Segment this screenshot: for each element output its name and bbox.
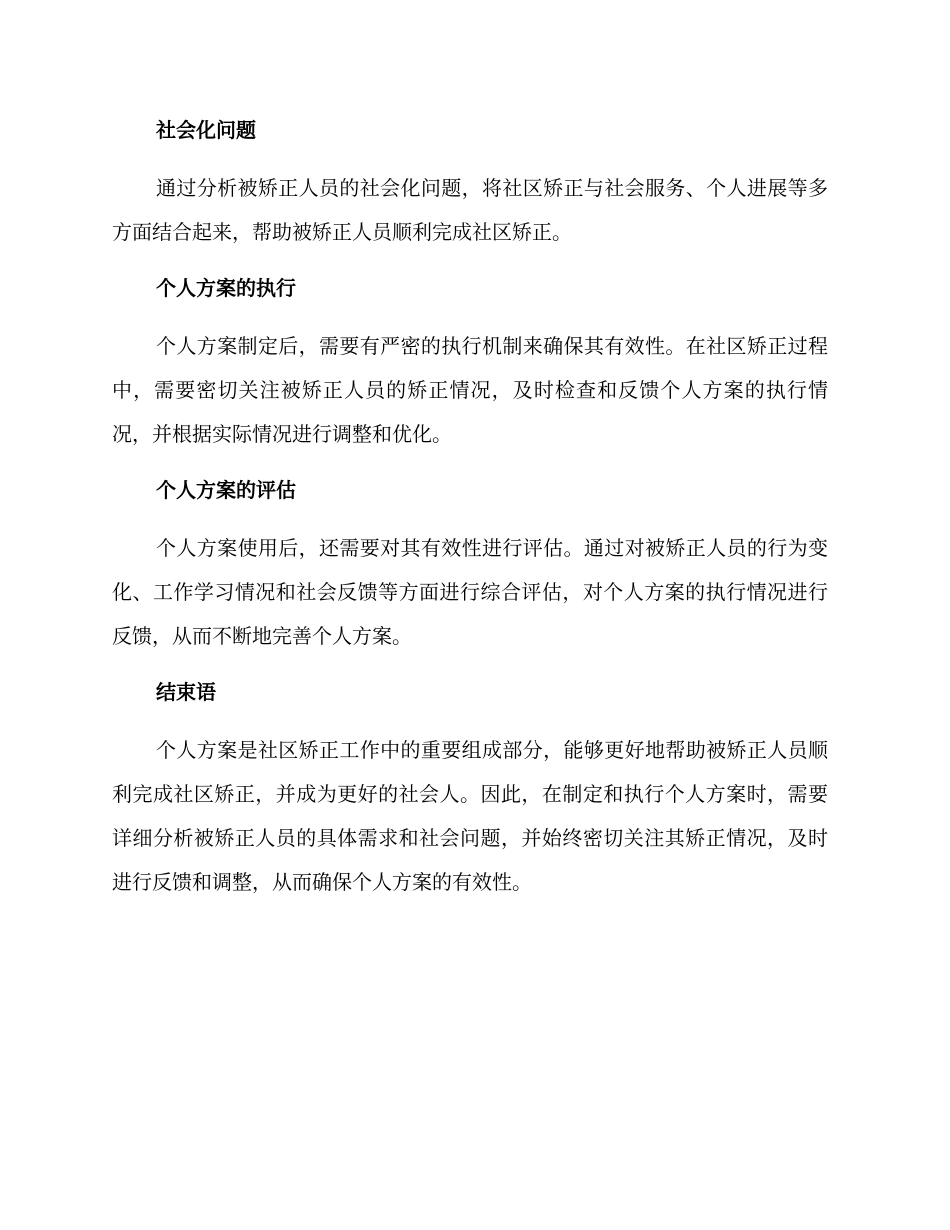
section-body-socialization: 通过分析被矫正人员的社会化问题，将社区矫正与社会服务、个人进展等多方面结合起来，帮助被矫正人员顺利完成社区矫正。 — [112, 176, 828, 244]
section-body-execution: 个人方案制定后，需要有严密的执行机制来确保其有效性。在社区矫正过程中，需要密切关注被矫正人员的矫正情况，及时检查和反馈个人方案的执行情况，并根据实际情况进行调整和优化。 — [112, 334, 828, 446]
section-body-evaluation: 个人方案使用后，还需要对其有效性进行评估。通过对被矫正人员的行为变化、工作学习情况和社会反馈等方面进行综合评估，对个人方案的执行情况进行反馈，从而不断地完善个人方案。 — [112, 536, 828, 648]
section-heading-evaluation: 个人方案的评估 — [156, 478, 296, 502]
section-body-conclusion: 个人方案是社区矫正工作中的重要组成部分，能够更好地帮助被矫正人员顺利完成社区矫正，并成为更好的社会人。因此，在制定和执行个人方案时，需要详细分析被矫正人员的具体需求和社会问题，并始终密切关注其矫正情况，及时进行反馈和调整，从而确保个人方案的有效性。 — [112, 738, 828, 894]
section-heading-socialization: 社会化问题 — [156, 118, 256, 142]
section-heading-conclusion: 结束语 — [156, 680, 216, 704]
section-heading-execution: 个人方案的执行 — [156, 276, 296, 300]
